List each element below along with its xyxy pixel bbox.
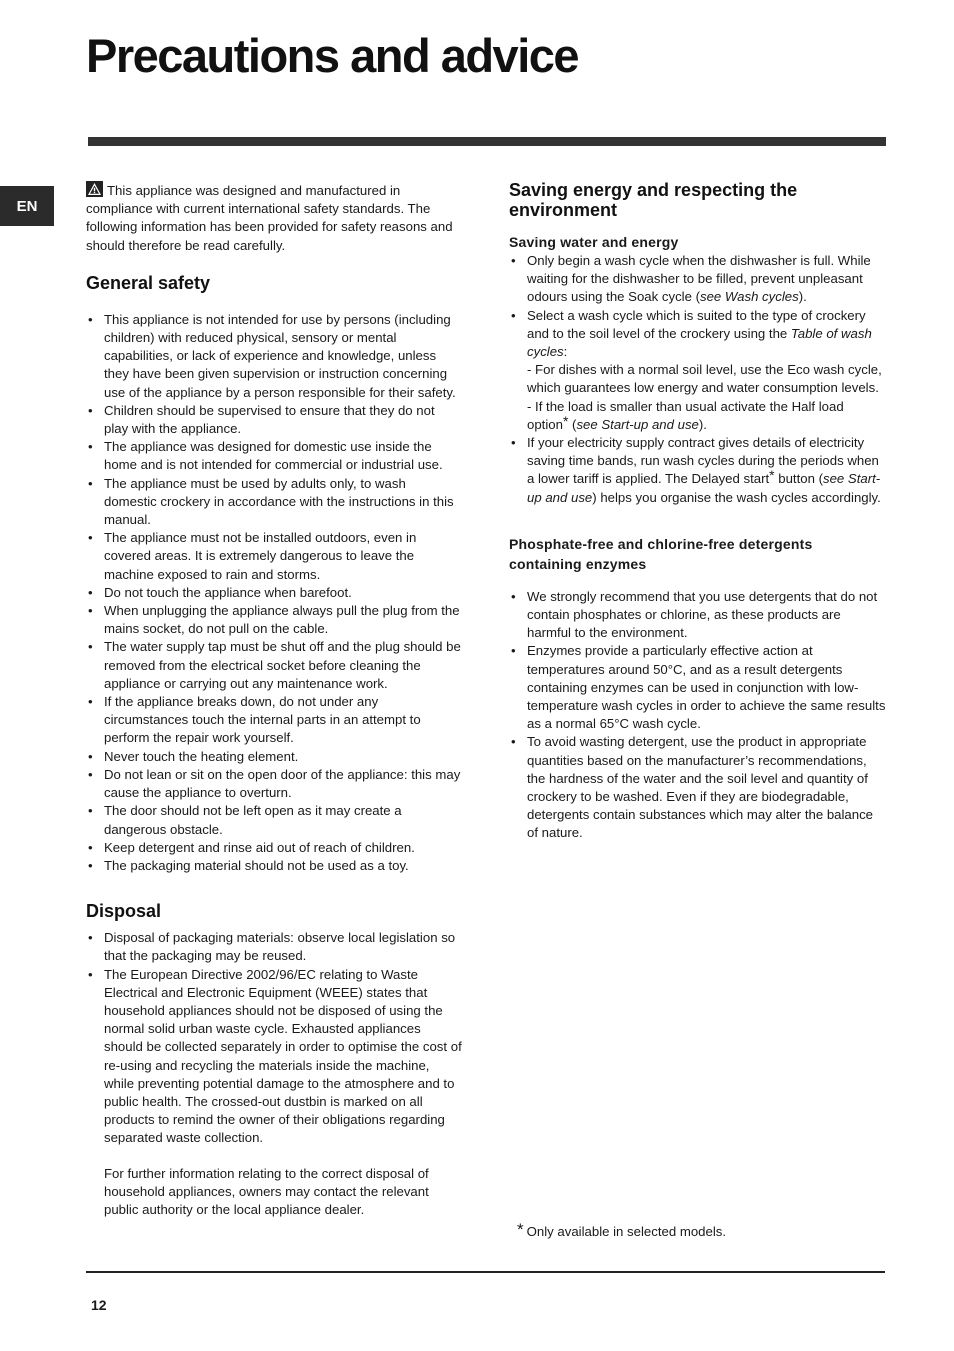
list-item: • When unplugging the appliance always pull the plug from the mains socket, do not pull on the cable.: [86, 602, 462, 638]
list-item: • The appliance must be used by adults only, to wash domestic crockery in accordance with the instructions in this manual.: [86, 475, 462, 530]
list-item: • If the appliance breaks down, do not under any circumstances touch the internal parts in an attempt to perform the repair work yourself.: [86, 693, 462, 748]
list-item: • Disposal of packaging materials: observe local legislation so that the packaging may be reused.: [86, 929, 462, 965]
cross-reference: see Start-up and use: [527, 471, 881, 505]
list-item: • Never touch the heating element.: [86, 748, 462, 766]
intro-paragraph: [86, 181, 462, 255]
footnote-star: *: [517, 1220, 524, 1239]
left-column: [86, 181, 462, 1219]
footnote-marker: *: [769, 467, 775, 484]
cross-reference: see Wash cycles: [700, 289, 799, 305]
disposal-list: [86, 929, 462, 1147]
disposal-further-info: For further information relating to the correct disposal of household appliances, owners may contact the relevant public authority or the local appliance dealer.: [104, 1165, 429, 1217]
saving-energy-heading: Saving energy and respecting the environment: [509, 180, 798, 220]
page-title: Precautions and advice: [86, 29, 579, 82]
cross-reference: Table of wash cycles: [527, 325, 872, 360]
intro-text: This appliance was designed and manufactured in compliance with current international safety standards. The following information has been provided for safety reasons and should therefore be read carefully.: [86, 183, 453, 253]
list-item: • The appliance was designed for domestic use inside the home and is not intended for commercial or industrial use.: [86, 438, 462, 474]
saving-water-subheading: Saving water and energy: [509, 234, 679, 250]
list-item: • The European Directive 2002/96/EC relating to Waste Electrical and Electronic Equipment (WEEE) states that household appliances should not be disposed of using the normal solid urban waste cycle. Exhausted appliances should be collected separately in order to optimise the cost of re-using and recycling the materials inside the machine, while preventing potential damage to the atmosphere and to public health. The crossed-out dustbin is marked on all products to remind the owner of their obligations regarding separated waste collection.: [86, 966, 462, 1148]
disposal-heading: Disposal: [86, 901, 162, 922]
list-item: • The appliance must not be installed outdoors, even in covered areas. It is extremely dangerous to leave the machine exposed to rain and storms.: [86, 529, 462, 584]
footnote: [517, 1220, 726, 1240]
list-item: • The packaging material should not be used as a toy.: [86, 857, 462, 875]
footnote-text: Only available in selected models.: [526, 1224, 727, 1239]
detergents-subheading: Phosphate-free and chlorine-free detergents containing enzymes: [509, 535, 813, 572]
general-safety-list: [86, 311, 462, 875]
header-rule: [88, 137, 886, 146]
list-item: • We strongly recommend that you use detergents that do not contain phosphates or chlorine, as these products are harmful to the environment.: [509, 588, 887, 643]
list-item: • This appliance is not intended for use by persons (including children) with reduced physical, sensory or mental capabilities, or lack of experience and knowledge, unless they have been given supervision or instruction concerning use of the appliance by a person responsible for their safety.: [86, 311, 462, 402]
list-item: • Enzymes provide a particularly effective action at temperatures around 50°C, and as a result detergents containing enzymes can be used in conjunction with low-temperature wash cycles in order to achieve the same results as a normal 65°C wash cycle.: [509, 642, 887, 733]
cross-reference: see Start-up and use: [576, 416, 699, 432]
footnote-marker: *: [562, 412, 569, 429]
warning-icon: [86, 181, 103, 197]
language-tab: EN: [0, 186, 54, 226]
page-number: 12: [91, 1297, 107, 1313]
list-item: • Select a wash cycle which is suited to the type of crockery and to the soil level of the crockery using the Table of wash cycles: - For dishes with a normal soil level, use the Eco wash cycle, which guarantees low energy and water consumption levels. - If the load is smaller than usual activate the Half load option* (see Start-up and use).: [509, 307, 887, 434]
list-item: • Keep detergent and rinse aid out of reach of children.: [86, 839, 462, 857]
list-item: • The water supply tap must be shut off and the plug should be removed from the electrical socket before cleaning the appliance or carrying out any maintenance work.: [86, 638, 462, 693]
list-item: • Do not touch the appliance when barefoot.: [86, 584, 462, 602]
right-column: [509, 180, 887, 843]
detergents-list: [509, 588, 887, 843]
list-item: • Do not lean or sit on the open door of the appliance: this may cause the appliance to overturn.: [86, 766, 462, 802]
list-item: • Only begin a wash cycle when the dishwasher is full. While waiting for the dishwasher to be filled, prevent unpleasant odours using the Soak cycle (see Wash cycles).: [509, 252, 887, 307]
list-item: • Children should be supervised to ensure that they do not play with the appliance.: [86, 402, 462, 438]
list-item: • The door should not be left open as it may create a dangerous obstacle.: [86, 802, 462, 838]
list-item: • If your electricity supply contract gives details of electricity saving time bands, run wash cycles during the periods when a lower tariff is applied. The Delayed start* button (see Start-up and use) helps you organise the wash cycles accordingly.: [509, 434, 887, 507]
footer-rule: [86, 1271, 885, 1273]
saving-water-list: [509, 252, 887, 507]
list-item: • To avoid wasting detergent, use the product in appropriate quantities based on the manufacturer’s recommendations, the hardness of the water and the soil level and quantity of crockery to be washed. Even if they are biodegradable, detergents contain substances which may alter the balance of nature.: [509, 733, 887, 842]
general-safety-heading: General safety: [86, 272, 211, 293]
